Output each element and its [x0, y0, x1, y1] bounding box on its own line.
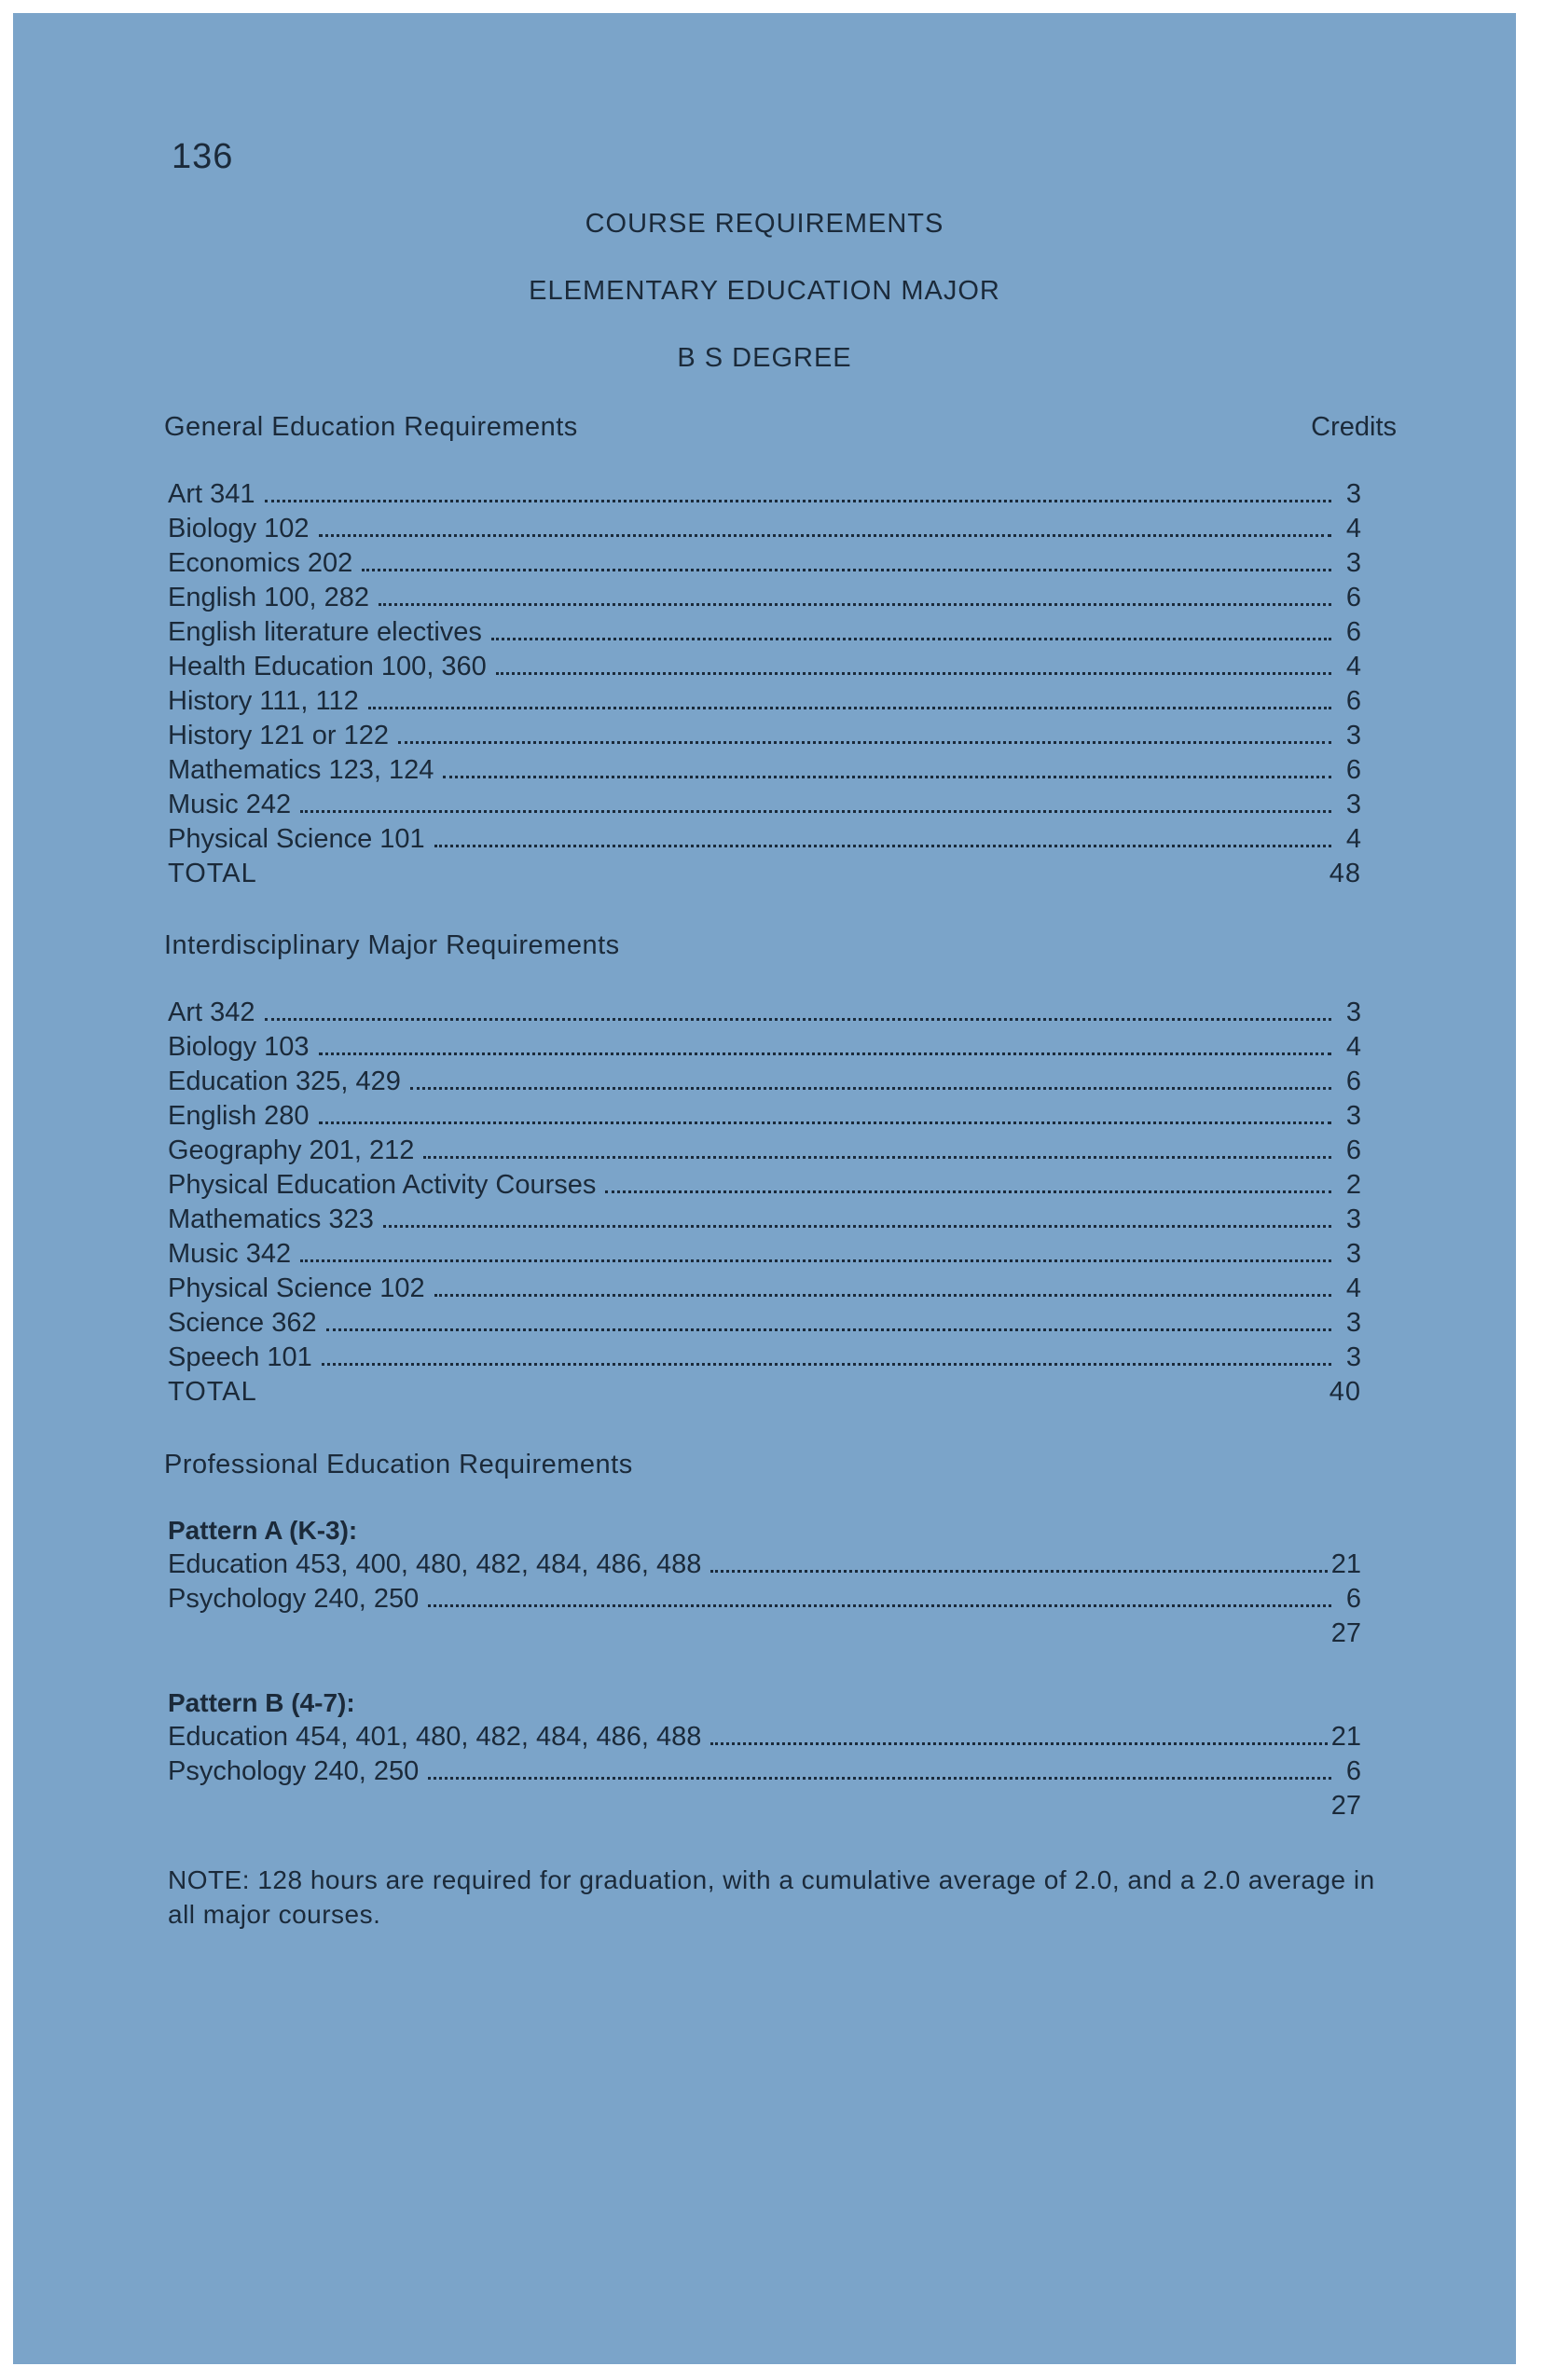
course-credits: 4 [1345, 1032, 1361, 1062]
course-row [168, 1341, 1361, 1375]
dot-leader [605, 1190, 1331, 1193]
course-name: Education 454, 401, 480, 482, 484, 486, 488 [168, 1722, 702, 1752]
dot-leader [265, 1018, 1332, 1021]
total-value: 48 [1329, 859, 1361, 888]
course-row [168, 1306, 1361, 1341]
course-row [168, 1065, 1361, 1099]
course-row [168, 1237, 1361, 1272]
course-credits: 21 [1330, 1722, 1361, 1752]
course-row [168, 477, 1361, 512]
course-name: Speech 101 [168, 1342, 312, 1372]
dot-leader [319, 1052, 1331, 1055]
course-row [168, 684, 1361, 719]
course-credits: 6 [1345, 686, 1361, 716]
dot-leader [265, 500, 1332, 502]
course-credits: 6 [1345, 1135, 1361, 1165]
course-credits: 3 [1345, 790, 1361, 819]
dot-leader [423, 1156, 1331, 1159]
pattern-b-subtotal: 27 [1330, 1791, 1361, 1821]
dot-leader [428, 1777, 1331, 1780]
course-name: Music 342 [168, 1239, 292, 1269]
major-title: ELEMENTARY EDUCATION MAJOR [529, 276, 1000, 306]
dot-leader [410, 1087, 1331, 1090]
course-credits: 21 [1330, 1549, 1361, 1579]
course-name: Art 341 [168, 479, 255, 509]
course-credits: 3 [1345, 479, 1361, 509]
interdisciplinary-list [168, 996, 1361, 1410]
course-row [168, 1168, 1361, 1203]
pattern-b-block [168, 1685, 1361, 1823]
course-row [168, 1754, 1361, 1789]
course-row [168, 1030, 1361, 1065]
course-name: English literature electives [168, 617, 482, 647]
course-row [168, 1720, 1361, 1754]
course-row [168, 650, 1361, 684]
course-name: Education 453, 400, 480, 482, 484, 486, 488 [168, 1549, 702, 1579]
course-name: Geography 201, 212 [168, 1135, 415, 1165]
course-credits: 6 [1345, 583, 1361, 612]
total-row [168, 1375, 1361, 1410]
interdisciplinary-heading: Interdisciplinary Major Requirements [164, 930, 620, 960]
dot-leader [443, 776, 1331, 778]
dot-leader [300, 1259, 1331, 1262]
course-row [168, 996, 1361, 1030]
course-name: English 280 [168, 1101, 310, 1131]
course-row [168, 1272, 1361, 1306]
dot-leader [428, 1604, 1331, 1607]
dot-leader [319, 1121, 1331, 1124]
course-name: History 121 or 122 [168, 721, 389, 750]
total-row [168, 857, 1361, 891]
course-credits: 3 [1345, 1308, 1361, 1338]
dot-leader [319, 534, 1331, 537]
dot-leader [710, 1570, 1327, 1573]
course-row [168, 719, 1361, 753]
total-label: TOTAL [168, 859, 257, 888]
dot-leader [362, 569, 1331, 571]
course-credits: 3 [1345, 1101, 1361, 1131]
course-name: Economics 202 [168, 548, 353, 578]
course-row [168, 615, 1361, 650]
course-row [168, 788, 1361, 822]
course-row [168, 1203, 1361, 1237]
course-name: Health Education 100, 360 [168, 652, 487, 681]
dot-leader [398, 741, 1331, 744]
pattern-b-heading: Pattern B (4-7): [168, 1688, 355, 1717]
course-row [168, 753, 1361, 788]
credits-heading: Credits [1311, 412, 1397, 442]
course-row [168, 1582, 1361, 1616]
general-education-heading: General Education Requirements [164, 412, 578, 442]
course-name: Music 242 [168, 790, 292, 819]
course-credits: 4 [1345, 824, 1361, 854]
course-credits: 6 [1345, 1756, 1361, 1786]
course-row [168, 1134, 1361, 1168]
course-credits: 6 [1345, 755, 1361, 785]
course-row [168, 1548, 1361, 1582]
course-name: Physical Science 101 [168, 824, 425, 854]
dot-leader [434, 1294, 1331, 1297]
course-name: Art 342 [168, 997, 255, 1027]
dot-leader [434, 845, 1331, 847]
course-name: Biology 103 [168, 1032, 310, 1062]
course-credits: 3 [1345, 997, 1361, 1027]
dot-leader [496, 672, 1331, 675]
course-row [168, 512, 1361, 546]
course-row [168, 822, 1361, 857]
course-credits: 6 [1345, 617, 1361, 647]
dot-leader [368, 707, 1331, 709]
course-name: Biology 102 [168, 514, 310, 543]
graduation-note: NOTE: 128 hours are required for graduation, with a cumulative average of 2.0, and a 2.0 average in all major courses. [168, 1865, 1375, 1929]
course-row [168, 546, 1361, 581]
course-name: Mathematics 123, 124 [168, 755, 434, 785]
course-credits: 2 [1345, 1170, 1361, 1200]
dot-leader [379, 603, 1331, 606]
total-value: 40 [1329, 1377, 1361, 1407]
pattern-a-subtotal: 27 [1330, 1618, 1361, 1648]
dot-leader [383, 1225, 1331, 1228]
course-credits: 3 [1345, 1239, 1361, 1269]
course-name: Physical Science 102 [168, 1273, 425, 1303]
page-title: COURSE REQUIREMENTS [585, 209, 944, 239]
document-page [13, 13, 1516, 2364]
course-credits: 3 [1345, 1342, 1361, 1372]
degree-title: B S DEGREE [677, 343, 852, 373]
course-name: Mathematics 323 [168, 1204, 374, 1234]
course-name: English 100, 282 [168, 583, 370, 612]
total-label: TOTAL [168, 1377, 257, 1407]
course-row [168, 1099, 1361, 1134]
course-name: Science 362 [168, 1308, 317, 1338]
course-credits: 6 [1345, 1066, 1361, 1096]
dot-leader [710, 1742, 1327, 1745]
course-name: Psychology 240, 250 [168, 1584, 420, 1614]
course-credits: 4 [1345, 1273, 1361, 1303]
course-credits: 3 [1345, 548, 1361, 578]
page-number: 136 [172, 137, 234, 176]
general-education-list [168, 477, 1361, 891]
course-name: History 111, 112 [168, 686, 359, 716]
course-credits: 6 [1345, 1584, 1361, 1614]
dot-leader [322, 1363, 1331, 1366]
course-credits: 4 [1345, 514, 1361, 543]
course-name: Physical Education Activity Courses [168, 1170, 597, 1200]
course-credits: 3 [1345, 1204, 1361, 1234]
professional-heading: Professional Education Requirements [164, 1450, 633, 1479]
pattern-a-heading: Pattern A (K-3): [168, 1516, 358, 1545]
course-row [168, 581, 1361, 615]
pattern-a-block [168, 1513, 1361, 1651]
dot-leader [300, 810, 1331, 813]
dot-leader [326, 1328, 1331, 1331]
course-name: Psychology 240, 250 [168, 1756, 420, 1786]
course-credits: 3 [1345, 721, 1361, 750]
course-credits: 4 [1345, 652, 1361, 681]
course-name: Education 325, 429 [168, 1066, 401, 1096]
dot-leader [491, 638, 1331, 640]
